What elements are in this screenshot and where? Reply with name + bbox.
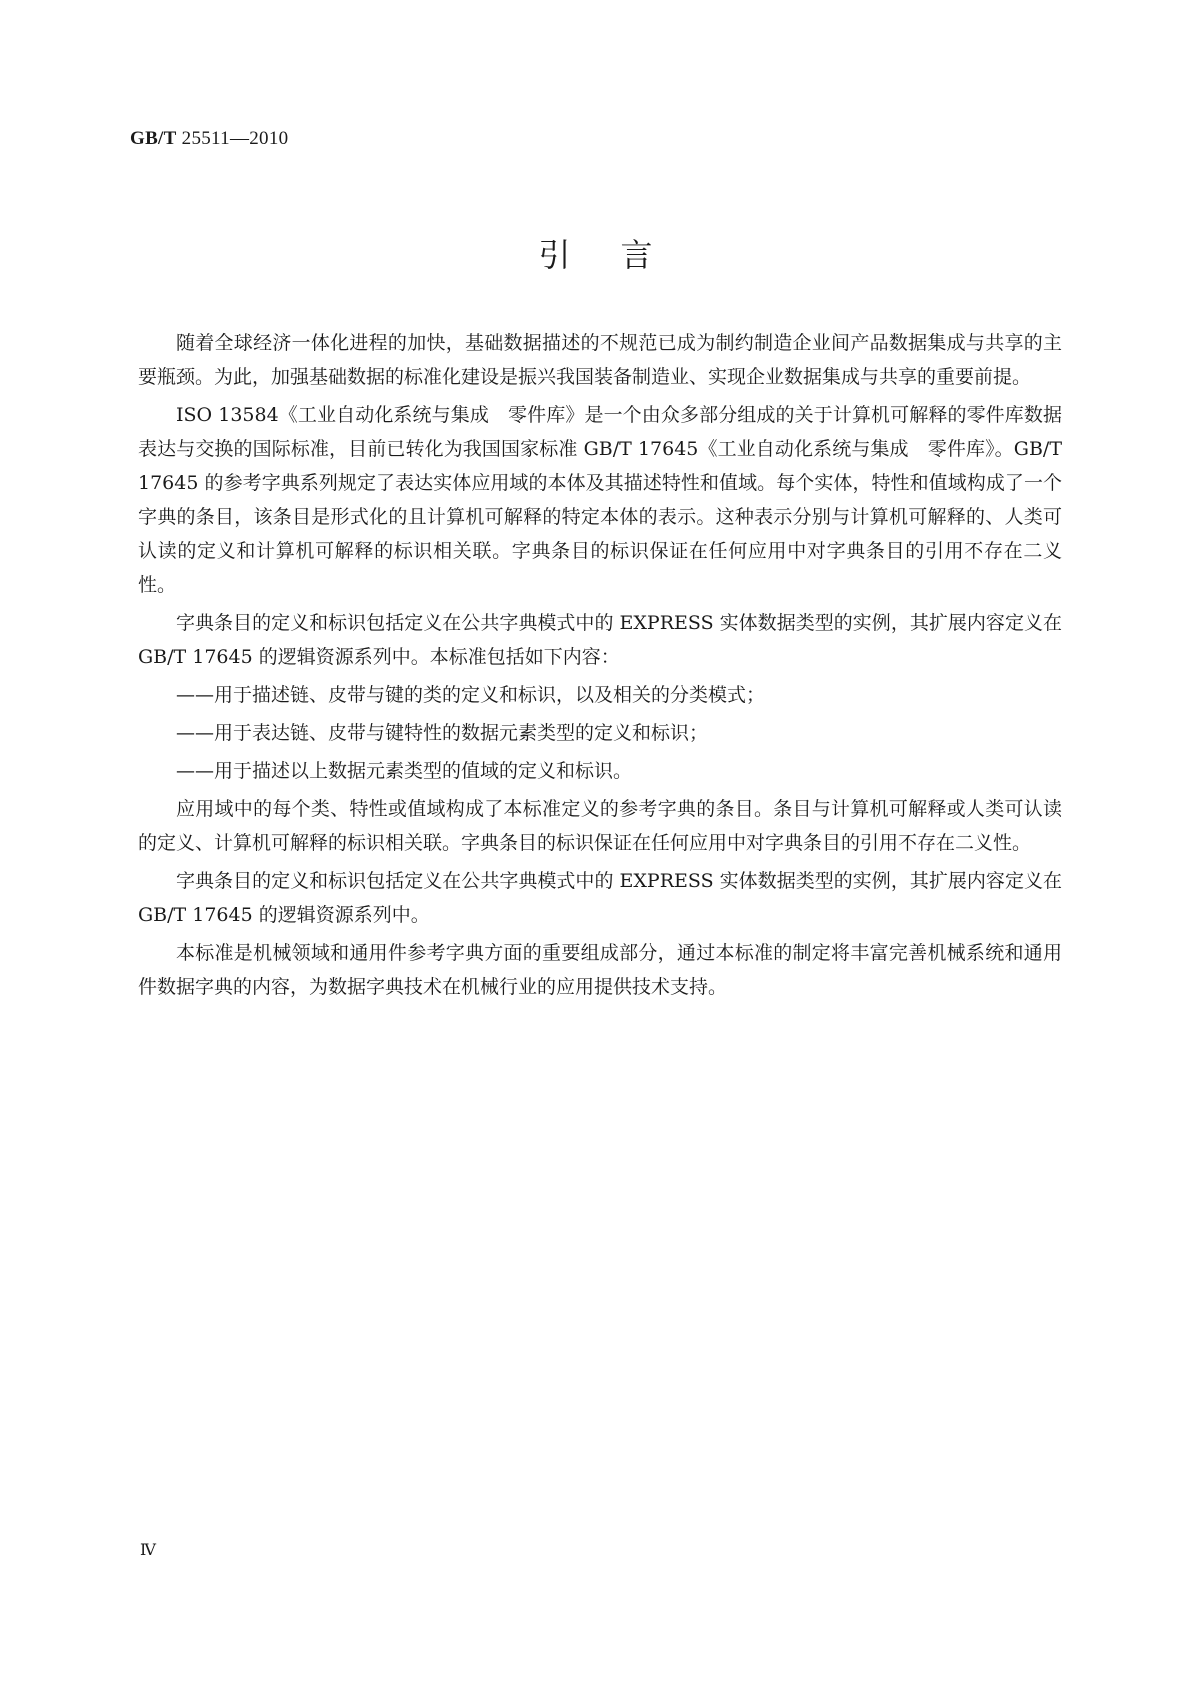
paragraph: 应用域中的每个类、特性或值域构成了本标准定义的参考字典的条目。条目与计算机可解释或人类可认读的定义、计算机可解释的标识相关联。字典条目的标识保证在任何应用中对字典条目的引用不存在二义性。 [138, 798, 1062, 854]
paragraph: ISO 13584《工业自动化系统与集成 零件库》是一个由众多部分组成的关于计算机可解释的零件库数据表达与交换的国际标准，目前已转化为我国国家标准 GB/T 17645《工业自动化系统与集成 零件库》。GB/T 17645 的参考字典系列规定了表达实体应用域的本体及其描述特性和值域。每个实体，特性和值域构成了一个字典的条目，该条目是形式化的且计算机可解释的特定本体的表示。这种表示分别与计算机可解释的、人类可认读的定义和计算机可解释的标识相关联。字典条目的标识保证在任何应用中对字典条目的引用不存在二义性。 [138, 404, 1062, 596]
page-title: 引言 [538, 236, 703, 274]
standard-number: 25511—2010 [176, 128, 289, 149]
list-item: ——用于描述以上数据元素类型的值域的定义和标识。 [176, 760, 633, 782]
paragraph: 字典条目的定义和标识包括定义在公共字典模式中的 EXPRESS 实体数据类型的实例，其扩展内容定义在 GB/T 17645 的逻辑资源系列中。 [138, 870, 1062, 926]
paragraph: 本标准是机械领域和通用件参考字典方面的重要组成部分，通过本标准的制定将丰富完善机械系统和通用件数据字典的内容，为数据字典技术在机械行业的应用提供技术支持。 [138, 942, 1062, 998]
document-body [138, 326, 1062, 1008]
page-number: Ⅳ [140, 1542, 156, 1559]
paragraph: 字典条目的定义和标识包括定义在公共字典模式中的 EXPRESS 实体数据类型的实例，其扩展内容定义在 GB/T 17645 的逻辑资源系列中。本标准包括如下内容： [138, 612, 1062, 668]
standard-code [130, 128, 288, 150]
paragraph: 随着全球经济一体化进程的加快，基础数据描述的不规范已成为制约制造企业间产品数据集成与共享的主要瓶颈。为此，加强基础数据的标准化建设是振兴我国装备制造业、实现企业数据集成与共享的重要前提。 [138, 332, 1062, 388]
standard-prefix: GB/T [130, 128, 177, 149]
list-item: ——用于描述链、皮带与键的类的定义和标识，以及相关的分类模式； [176, 684, 766, 706]
list-item: ——用于表达链、皮带与键特性的数据元素类型的定义和标识； [176, 722, 709, 744]
